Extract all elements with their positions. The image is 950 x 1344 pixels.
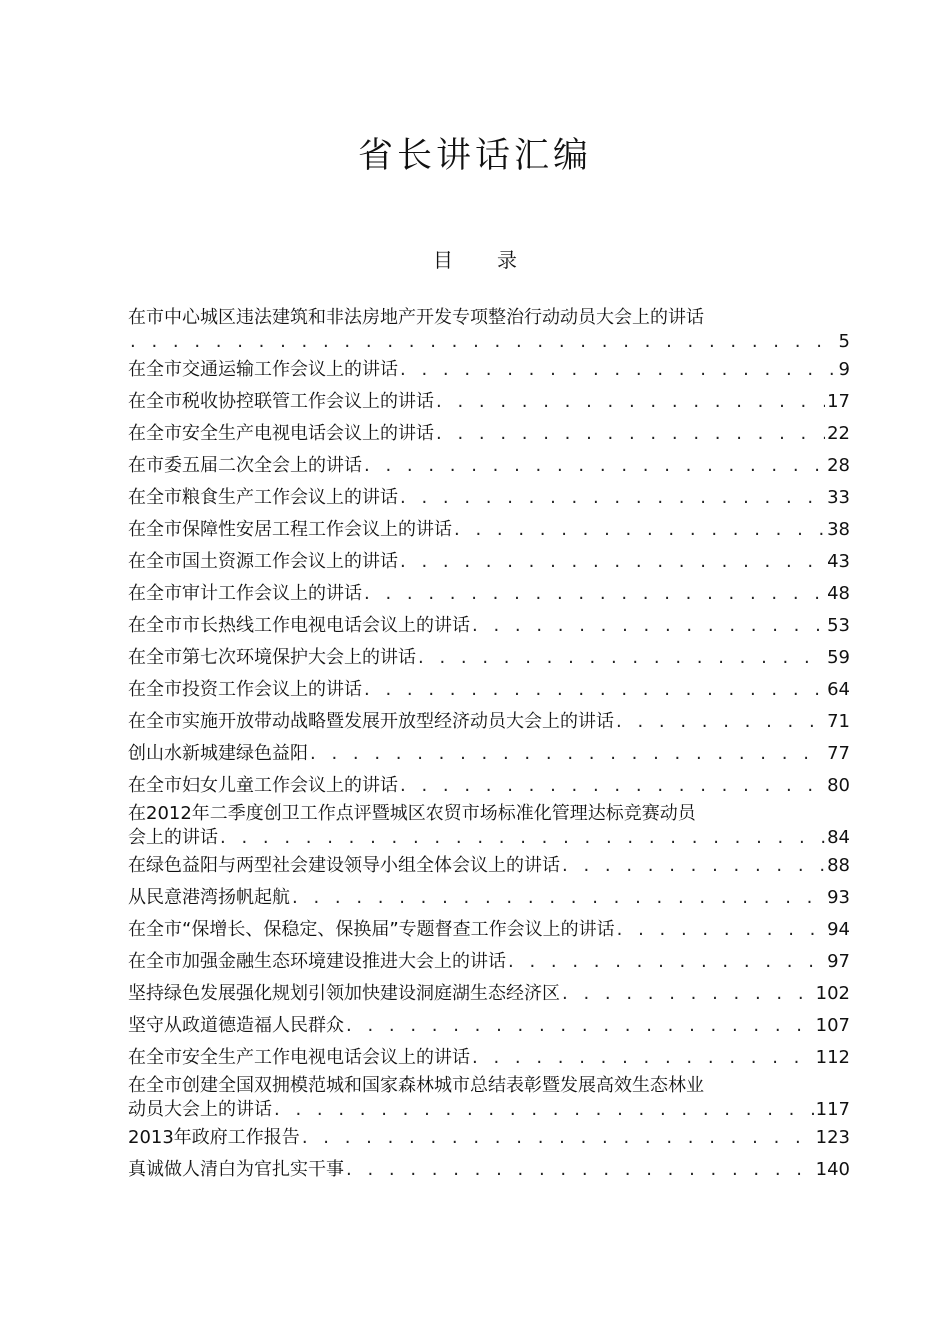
toc-page-number: 77 (827, 743, 850, 764)
toc-entry[interactable] (128, 514, 850, 546)
toc-entry-title-line2: 会上的讲话 (128, 827, 218, 848)
toc-page-number: 97 (827, 951, 850, 972)
dot-leader (562, 850, 825, 882)
dot-leader (400, 482, 825, 514)
toc-entry[interactable] (128, 1010, 850, 1042)
toc-entry-title: 在全市加强金融生态环境建设推进大会上的讲话 (128, 951, 506, 972)
toc-entry-title-line2: 动员大会上的讲话 (128, 1099, 272, 1120)
toc-entry[interactable] (128, 450, 850, 482)
dot-leader (454, 514, 825, 546)
toc-page-number: 117 (815, 1099, 850, 1120)
table-of-contents (128, 306, 850, 1186)
toc-page-number: 38 (827, 519, 850, 540)
toc-page-number: 5 (838, 331, 850, 352)
toc-page-number: 71 (827, 711, 850, 732)
toc-entry[interactable] (128, 850, 850, 882)
dot-leader (418, 642, 825, 674)
toc-entry[interactable] (128, 546, 850, 578)
toc-page-number: 33 (827, 487, 850, 508)
dot-leader (472, 610, 825, 642)
toc-entry-title: 在全市“保增长、保稳定、保换届”专题督查工作会议上的讲话 (128, 919, 615, 940)
toc-page-number: 107 (815, 1015, 850, 1036)
toc-entry[interactable] (128, 1122, 850, 1154)
toc-entry[interactable] (128, 1042, 850, 1074)
toc-entry-title: 在全市税收协控联管工作会议上的讲话 (128, 391, 434, 412)
toc-page-number: 84 (827, 827, 850, 848)
dot-leader (220, 826, 825, 850)
toc-entry[interactable] (128, 1154, 850, 1186)
toc-page-number: 9 (838, 359, 850, 380)
toc-page-number: 102 (815, 983, 850, 1004)
toc-entry[interactable] (128, 1074, 850, 1122)
toc-entry-title: 在绿色益阳与两型社会建设领导小组全体会议上的讲话 (128, 855, 560, 876)
toc-entry[interactable] (128, 706, 850, 738)
toc-entry-title: 在全市市长热线工作电视电话会议上的讲话 (128, 615, 470, 636)
toc-entry-title-line1: 在全市创建全国双拥模范城和国家森林城市总结表彰暨发展高效生态林业 (128, 1075, 704, 1096)
toc-entry[interactable] (128, 946, 850, 978)
dot-leader (346, 1154, 814, 1186)
toc-entry[interactable] (128, 802, 850, 850)
toc-page-number: 80 (827, 775, 850, 796)
toc-entry[interactable] (128, 978, 850, 1010)
toc-entry-title: 在全市妇女儿童工作会议上的讲话 (128, 775, 398, 796)
toc-entry[interactable] (128, 642, 850, 674)
toc-entry-title: 在全市交通运输工作会议上的讲话 (128, 359, 398, 380)
toc-entry[interactable] (128, 482, 850, 514)
toc-page-number: 43 (827, 551, 850, 572)
dot-leader (472, 1042, 814, 1074)
toc-entry[interactable] (128, 386, 850, 418)
dot-leader (292, 882, 825, 914)
toc-entry-title: 在全市安全生产电视电话会议上的讲话 (128, 423, 434, 444)
dot-leader (400, 354, 837, 386)
toc-heading: 目录 (433, 248, 561, 272)
toc-page-number: 28 (827, 455, 850, 476)
dot-leader (616, 706, 825, 738)
toc-entry[interactable] (128, 914, 850, 946)
toc-entry-title: 在市委五届二次全会上的讲话 (128, 455, 362, 476)
toc-entry-title: 在全市实施开放带动战略暨发展开放型经济动员大会上的讲话 (128, 711, 614, 732)
toc-entry-title: 从民意港湾扬帆起航 (128, 887, 290, 908)
dot-leader (562, 978, 814, 1010)
toc-entry-title: 在全市安全生产工作电视电话会议上的讲话 (128, 1047, 470, 1068)
dot-leader (364, 450, 825, 482)
toc-entry[interactable] (128, 674, 850, 706)
toc-page-number: 22 (827, 423, 850, 444)
toc-entry-title: 坚守从政道德造福人民群众 (128, 1015, 344, 1036)
toc-entry[interactable] (128, 578, 850, 610)
toc-entry-title: 在全市投资工作会议上的讲话 (128, 679, 362, 700)
toc-entry-title: 坚持绿色发展强化规划引领加快建设洞庭湖生态经济区 (128, 983, 560, 1004)
toc-entry-title: 在全市保障性安居工程工作会议上的讲话 (128, 519, 452, 540)
toc-entry-title: 在全市审计工作会议上的讲话 (128, 583, 362, 604)
toc-entry[interactable] (128, 306, 850, 354)
dot-leader (310, 738, 825, 770)
dot-leader (364, 578, 825, 610)
toc-page-number: 93 (827, 887, 850, 908)
dot-leader (346, 1010, 814, 1042)
toc-entry-title: 创山水新城建绿色益阳 (128, 743, 308, 764)
toc-page-number: 112 (815, 1047, 850, 1068)
dot-leader (436, 386, 825, 418)
toc-entry-title-line1: 在2012年二季度创卫工作点评暨城区农贸市场标准化管理达标竞赛动员 (128, 803, 696, 824)
toc-entry-title-line1: 在市中心城区违法建筑和非法房地产开发专项整治行动动员大会上的讲话 (128, 307, 704, 328)
toc-entry-title: 2013年政府工作报告 (128, 1127, 300, 1148)
toc-page-number: 17 (827, 391, 850, 412)
toc-entry[interactable] (128, 738, 850, 770)
dot-leader (617, 914, 825, 946)
toc-entry[interactable] (128, 770, 850, 802)
dot-leader (400, 546, 825, 578)
toc-page-number: 123 (815, 1127, 850, 1148)
toc-page-number: 88 (827, 855, 850, 876)
toc-entry[interactable] (128, 610, 850, 642)
toc-entry-title: 真诚做人清白为官扎实干事 (128, 1159, 344, 1180)
dot-leader (274, 1098, 814, 1122)
toc-entry-title: 在全市粮食生产工作会议上的讲话 (128, 487, 398, 508)
dot-leader (130, 330, 837, 354)
toc-entry-title: 在全市第七次环境保护大会上的讲话 (128, 647, 416, 668)
toc-page-number: 94 (827, 919, 850, 940)
dot-leader (302, 1122, 814, 1154)
toc-page-number: 59 (827, 647, 850, 668)
dot-leader (364, 674, 825, 706)
toc-page-number: 48 (827, 583, 850, 604)
dot-leader (400, 770, 825, 802)
toc-entry[interactable] (128, 354, 850, 386)
toc-page-number: 140 (815, 1159, 850, 1180)
toc-entry[interactable] (128, 418, 850, 450)
toc-entry-title: 在全市国土资源工作会议上的讲话 (128, 551, 398, 572)
toc-entry[interactable] (128, 882, 850, 914)
document-title: 省长讲话汇编 (357, 136, 592, 176)
dot-leader (508, 946, 825, 978)
toc-page-number: 53 (827, 615, 850, 636)
dot-leader (436, 418, 825, 450)
toc-page-number: 64 (827, 679, 850, 700)
